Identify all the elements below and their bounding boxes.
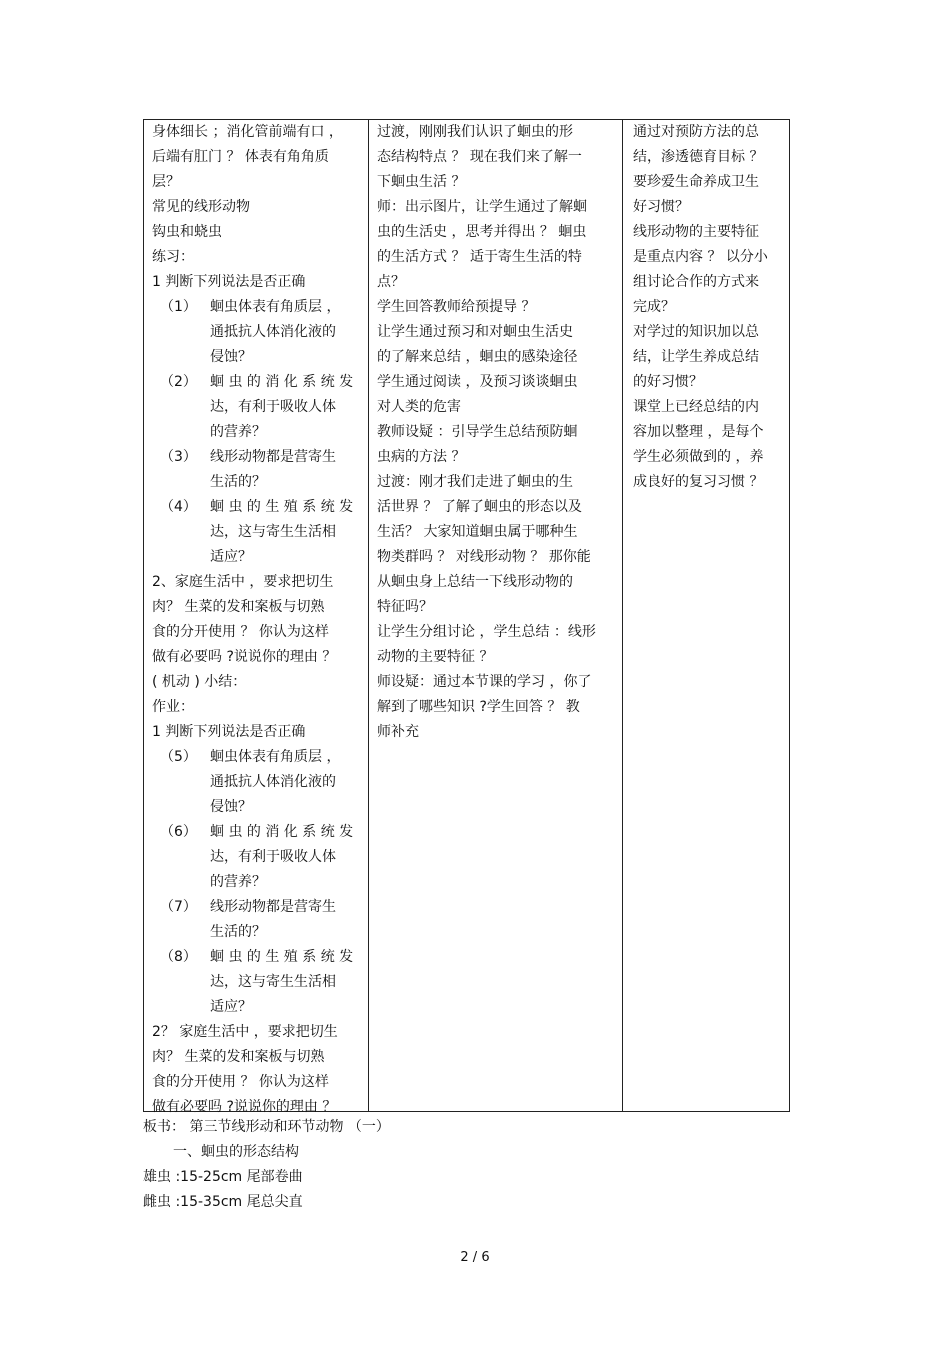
content-line: 2？ 家庭生活中 ，要求把切生	[152, 1024, 338, 1040]
item-text-line: 达，这与寄生生活相	[210, 524, 336, 540]
item-text-line: 适应？	[210, 549, 252, 565]
intent-line: 组讨论合作的方式来	[633, 274, 759, 290]
exercise-item	[152, 295, 360, 370]
column-activities	[369, 120, 623, 1111]
item-text-line: 达，有利于吸收人体	[210, 849, 336, 865]
homework-list	[152, 745, 360, 1020]
content-line: 1 判断下列说法是否正确	[152, 724, 306, 740]
board-female: 雌虫 :15-35cm 尾总尖直	[143, 1194, 303, 1210]
exercise-item	[152, 495, 360, 570]
intent-line: 好习惯？	[633, 199, 689, 215]
activity-line: 让学生分组讨论 ，学生总结 ：线形	[377, 624, 596, 640]
activity-line: 让学生通过预习和对蛔虫生活史	[377, 324, 573, 340]
activity-line: 特征吗？	[377, 599, 433, 615]
item-text-line: 生活的？	[210, 474, 266, 490]
intent-line: 结，渗透德育目标 ？	[633, 149, 764, 165]
item-text-line: 的营养？	[210, 424, 266, 440]
intent-line: 容加以整理 ，是每个	[633, 424, 764, 440]
activity-line: 师补充	[377, 724, 419, 740]
content-line: 做有必要吗 ?说说你的理由 ？	[152, 1099, 337, 1115]
intent-line: 学生必须做到的 ，养	[633, 449, 764, 465]
activity-line: 教师设疑 ：引导学生总结预防蛔	[377, 424, 578, 440]
activity-line: 解到了哪些知识 ?学生回答 ？ 教	[377, 699, 580, 715]
item-text-line: 蛔虫体表有角质层 ，	[210, 299, 341, 315]
activity-line: 生活？ 大家知道蛔虫属于哪种生	[377, 524, 578, 540]
board-heading: 一、蛔虫的形态结构	[173, 1144, 299, 1160]
intent-line: 完成？	[633, 299, 675, 315]
item-text-line: 蛔 虫 的 生 殖 系 统 发	[210, 499, 354, 515]
content-intro	[152, 120, 360, 295]
item-text-line: 蛔 虫 的 生 殖 系 统 发	[210, 949, 354, 965]
intent-line: 成良好的复习习惯 ？	[633, 474, 764, 490]
item-text-line: 蛔虫体表有角质层 ，	[210, 749, 341, 765]
activity-line: 师：出示图片，让学生通过了解蛔	[377, 199, 587, 215]
item-number: （6）	[160, 824, 197, 840]
item-text-line: 的营养？	[210, 874, 266, 890]
activity-line: 下蛔虫生活 ？	[377, 174, 466, 190]
content-line: 肉？ 生菜的发和案板与切熟	[152, 1049, 325, 1065]
intent-line: 结，让学生养成总结	[633, 349, 759, 365]
activity-line: 过渡，刚刚我们认识了蛔虫的形	[377, 124, 573, 140]
item-text-line: 达，这与寄生生活相	[210, 974, 336, 990]
intent-line: 是重点内容 ？ 以分小	[633, 249, 768, 265]
content-line: 作业：	[152, 699, 194, 715]
intent-line: 线形动物的主要特征	[633, 224, 759, 240]
activity-line: 学生通过阅读 ，及预习谈谈蛔虫	[377, 374, 578, 390]
activity-line: 活世界 ？ 了解了蛔虫的形态以及	[377, 499, 582, 515]
content-line: 1 判断下列说法是否正确	[152, 274, 306, 290]
content-end	[152, 1020, 360, 1120]
intent-line: 要珍爱生命养成卫生	[633, 174, 759, 190]
content-mid	[152, 570, 360, 745]
item-number: （3）	[160, 449, 197, 465]
activity-line: 的了解来总结 ，蛔虫的感染途径	[377, 349, 578, 365]
content-line: ( 机动 ) 小结：	[152, 674, 247, 690]
exercise-list	[152, 295, 360, 570]
intent-line: 对学过的知识加以总	[633, 324, 759, 340]
item-number: （5）	[160, 749, 197, 765]
activity-line: 师设疑：通过本节课的学习 ，你了	[377, 674, 592, 690]
item-text-line: 通抵抗人体消化液的	[210, 774, 336, 790]
item-number: （8）	[160, 949, 197, 965]
item-text-line: 适应？	[210, 999, 252, 1015]
lesson-table	[143, 119, 790, 1115]
activity-line: 过渡：刚才我们走进了蛔虫的生	[377, 474, 573, 490]
content-line: 后端有肛门 ？ 体表有角角质	[152, 149, 329, 165]
activity-line: 对人类的危害	[377, 399, 461, 415]
item-text-line: 侵蚀？	[210, 349, 252, 365]
content-line: 肉？ 生菜的发和案板与切熟	[152, 599, 325, 615]
item-text-line: 蛔 虫 的 消 化 系 统 发	[210, 824, 354, 840]
item-text-line: 线形动物都是营寄生	[210, 899, 336, 915]
content-line: 钩虫和蛲虫	[152, 224, 222, 240]
exercise-item	[152, 820, 360, 895]
item-number: （7）	[160, 899, 197, 915]
column-content	[144, 120, 369, 1115]
item-text-line: 侵蚀？	[210, 799, 252, 815]
exercise-item	[152, 895, 360, 945]
activity-line: 态结构特点 ？ 现在我们来了解一	[377, 149, 582, 165]
column-intent	[623, 120, 789, 1111]
content-line: 身体细长 ；消化管前端有口 ，	[152, 124, 343, 140]
item-number: （2）	[160, 374, 197, 390]
activity-line: 从蛔虫身上总结一下线形动物的	[377, 574, 573, 590]
intent-line: 通过对预防方法的总	[633, 124, 759, 140]
item-text-line: 生活的？	[210, 924, 266, 940]
activity-line: 物类群吗 ？ 对线形动物 ？ 那你能	[377, 549, 591, 565]
board-male: 雄虫 :15-25cm 尾部卷曲	[143, 1169, 303, 1185]
content-line: 练习：	[152, 249, 194, 265]
content-line: 做有必要吗 ?说说你的理由 ？	[152, 649, 337, 665]
content-line: 食的分开使用 ？ 你认为这样	[152, 624, 329, 640]
activity-line: 虫的生活史 ，思考并得出 ？ 蛔虫	[377, 224, 587, 240]
exercise-item	[152, 945, 360, 1020]
activity-line: 学生回答教师给预提导 ？	[377, 299, 536, 315]
intent-line: 课堂上已经总结的内	[633, 399, 759, 415]
content-line: 常见的线形动物	[152, 199, 250, 215]
activity-line: 动物的主要特征 ？	[377, 649, 494, 665]
activity-line: 虫病的方法 ？	[377, 449, 466, 465]
item-text-line: 蛔 虫 的 消 化 系 统 发	[210, 374, 354, 390]
item-number: （1）	[160, 299, 197, 315]
activity-line: 的生活方式 ？ 适于寄生生活的特	[377, 249, 582, 265]
intent-line: 的好习惯？	[633, 374, 703, 390]
board-title: 板书： 第三节线形动和环节动物 （一）	[143, 1119, 390, 1135]
blackboard-notes	[143, 1115, 390, 1215]
activity-line: 点？	[377, 274, 405, 290]
item-text-line: 线形动物都是营寄生	[210, 449, 336, 465]
exercise-item	[152, 745, 360, 820]
item-text-line: 通抵抗人体消化液的	[210, 324, 336, 340]
content-line: 2、家庭生活中 ，要求把切生	[152, 574, 334, 590]
item-number: （4）	[160, 499, 197, 515]
item-text-line: 达，有利于吸收人体	[210, 399, 336, 415]
page-number: 2 / 6	[460, 1250, 490, 1265]
exercise-item	[152, 370, 360, 445]
content-line: 层？	[152, 174, 180, 190]
exercise-item	[152, 445, 360, 495]
content-line: 食的分开使用 ？ 你认为这样	[152, 1074, 329, 1090]
